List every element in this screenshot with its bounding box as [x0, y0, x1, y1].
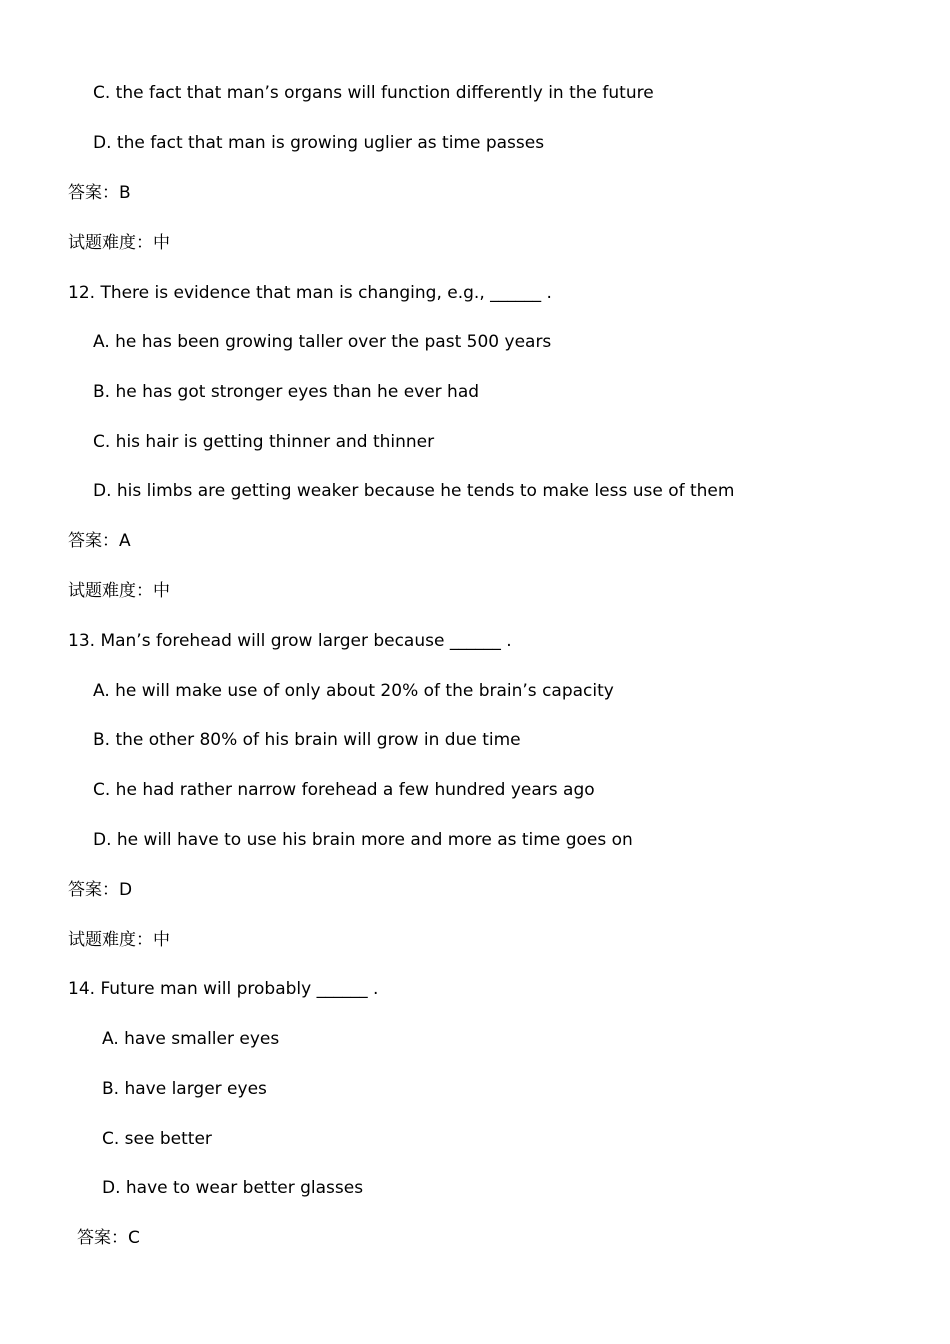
q14-option-a: A. have smaller eyes	[102, 1029, 280, 1049]
q13-difficulty: 试题难度：中	[68, 930, 170, 950]
q11-difficulty: 试题难度：中	[68, 233, 170, 253]
q11-option-d: D. the fact that man is growing uglier as time passes	[93, 133, 545, 153]
q13-option-d: D. he will have to use his brain more and more as time goes on	[93, 830, 633, 850]
q11-answer: 答案：B	[68, 183, 131, 203]
q12-difficulty: 试题难度：中	[68, 581, 170, 601]
q14-option-b: B. have larger eyes	[102, 1079, 267, 1099]
q14-stem: 14. Future man will probably ______ .	[68, 979, 379, 999]
q13-answer: 答案：D	[68, 880, 133, 900]
q12-option-a: A. he has been growing taller over the past 500 years	[93, 332, 552, 352]
q14-option-d: D. have to wear better glasses	[102, 1178, 364, 1198]
q13-option-b: B. the other 80% of his brain will grow in due time	[93, 730, 521, 750]
q11-option-c: C. the fact that man’s organs will function differently in the future	[93, 83, 654, 103]
q12-option-d: D. his limbs are getting weaker because he tends to make less use of them	[93, 481, 735, 501]
q12-stem: 12. There is evidence that man is changing, e.g., ______ .	[68, 283, 552, 303]
q12-answer: 答案：A	[68, 531, 131, 551]
q14-option-c: C. see better	[102, 1129, 212, 1149]
q13-option-c: C. he had rather narrow forehead a few hundred years ago	[93, 780, 595, 800]
q14-answer: 答案：C	[77, 1228, 140, 1248]
q13-option-a: A. he will make use of only about 20% of the brain’s capacity	[93, 681, 614, 701]
q12-option-b: B. he has got stronger eyes than he ever had	[93, 382, 480, 402]
q12-option-c: C. his hair is getting thinner and thinner	[93, 432, 435, 452]
q13-stem: 13. Man’s forehead will grow larger because ______ .	[68, 631, 512, 651]
